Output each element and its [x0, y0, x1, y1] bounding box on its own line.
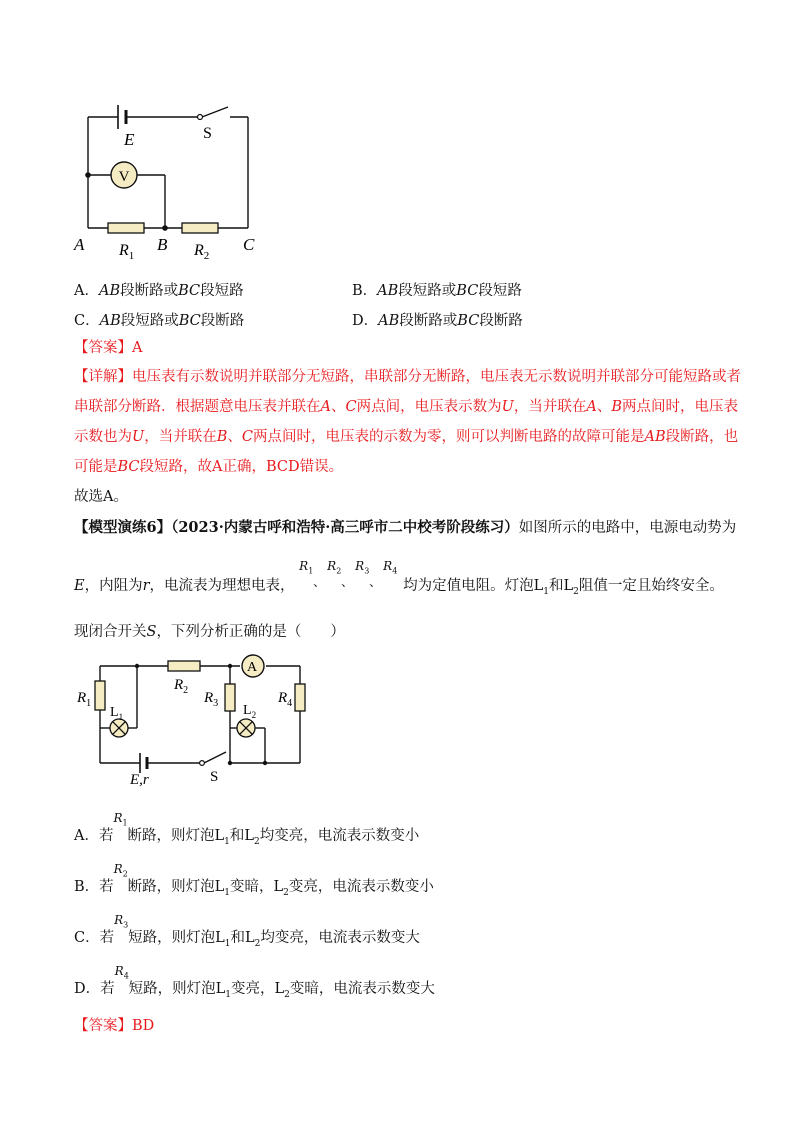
- q6-r1-label: $R_1$: [77, 690, 92, 709]
- option-d: D．AB段断路或BC段断路: [352, 313, 523, 329]
- answer-q5: 【答案】A: [74, 340, 143, 356]
- node-c-label: C: [243, 235, 255, 254]
- option-a: A．AB段断路或BC段短路: [74, 283, 244, 299]
- explanation-line-2: 串联部分断路．根据题意电压表并联在A、C两点间，电压表示数为U，当并联在A、B两点间时，电压表: [74, 399, 738, 415]
- q6-option-a: A．若 $R_1$ 断路，则灯泡$L_1$和$L_2$均变亮，电流表示数变小: [74, 811, 420, 847]
- battery-label: E: [124, 130, 135, 149]
- option-b: B．AB段短路或BC段短路: [352, 283, 522, 299]
- explanation-line-4: 可能是BC段短路，故A正确，BCD错误。: [74, 459, 344, 475]
- explanation-line-3: 示数也为U，当并联在B、C两点间时，电压表的示数为零，则可以判断电路的故障可能是AB段断路，也: [74, 429, 739, 445]
- q6-stem-line-3: 现闭合开关S，下列分析正确的是（ ）: [74, 624, 345, 640]
- voltmeter-label: V: [118, 169, 130, 185]
- l2-label: $L_2$: [243, 703, 257, 720]
- switch-label: S: [203, 125, 212, 142]
- node-b-label: B: [157, 235, 168, 254]
- q6-r3-label: $R_3$: [204, 690, 219, 709]
- q6-option-b: B．若 $R_2$ 断路，则灯泡$L_1$变暗，$L_2$变亮，电流表示数变小: [74, 862, 434, 898]
- r2-label: $R_2$: [194, 242, 210, 262]
- ammeter-label: A: [247, 660, 258, 675]
- q6-stem-line-2: E，内阻为r，电流表为理想电表， $R_1$ 、 $R_2$ 、 $R_3$ 、 $R_4$ 均为定值电阻。灯泡$L_1$和$L_2$阻值一定且始终安全。: [74, 559, 724, 597]
- explanation-line-1: 【详解】电压表有示数说明并联部分无短路，串联部分无断路，电压表无示数说明并联部分可能短路或者: [74, 369, 741, 385]
- conclusion: 故选A。: [74, 489, 128, 505]
- resistor-symbols: $R_1$ 、 $R_2$ 、 $R_3$ 、 $R_4$: [299, 559, 398, 589]
- option-c: C．AB段短路或BC段断路: [74, 313, 245, 329]
- r1-label: $R_1$: [119, 242, 135, 262]
- node-a-label: A: [74, 235, 85, 254]
- battery-er-label: E,r: [130, 772, 149, 788]
- q6-option-d: D．若 $R_4$ 短路，则灯泡$L_1$变亮，$L_2$变暗，电流表示数变大: [74, 964, 435, 1000]
- circuit-diagram-lamps: [70, 648, 320, 788]
- circuit-diagram-voltmeter: [60, 95, 290, 265]
- q6-switch-label: S: [210, 769, 219, 785]
- q6-r4-label: $R_4$: [278, 690, 293, 709]
- q6-r2-label: $R_2$: [174, 677, 189, 696]
- q6-title-line: 【模型演练6】（2023·内蒙古呼和浩特·高三呼市二中校考阶段练习）如图所示的电路中，电源电动势为: [74, 519, 737, 536]
- l1-label: $L_1$: [110, 705, 124, 722]
- q6-option-c: C．若 $R_3$ 短路，则灯泡$L_1$和$L_2$均变亮，电流表示数变大: [74, 913, 420, 949]
- answer-q6: 【答案】BD: [74, 1018, 155, 1034]
